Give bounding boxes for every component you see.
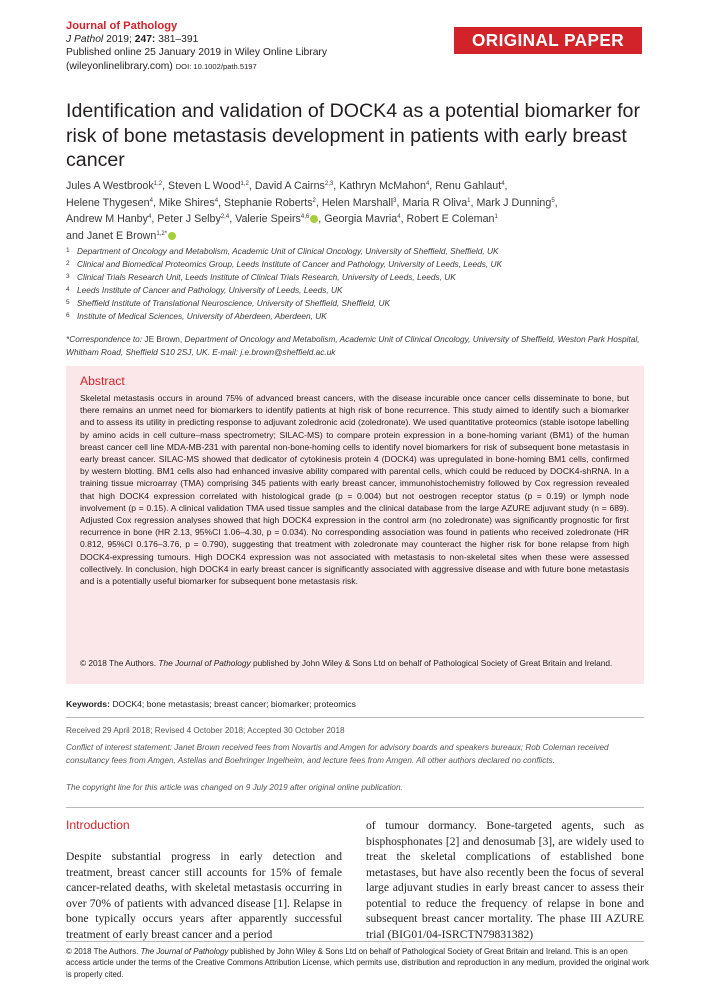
license-footer — [66, 946, 651, 980]
abstract-copyright — [80, 657, 629, 669]
citation-journal: J Pathol — [66, 34, 104, 46]
journal-citation — [66, 33, 386, 46]
author-affil-sup: 4 — [214, 197, 219, 204]
author-affil-sup: 1 — [467, 197, 471, 204]
affiliation-item — [66, 245, 656, 258]
author-affil-sup: 2 — [312, 197, 316, 204]
author-name[interactable]: Helene Thygesen — [66, 196, 150, 209]
affiliation-list — [66, 245, 656, 322]
footer-journal: The Journal of Pathology — [140, 947, 229, 956]
author-affil-sup-text: 1,2 — [156, 230, 165, 237]
affiliation-number: 3 — [66, 272, 70, 280]
author-name[interactable]: Kathryn McMahon — [339, 180, 426, 192]
author-name[interactable]: Valerie Speirs — [235, 213, 301, 226]
citation-volume: 247: — [134, 34, 156, 46]
affiliation-number: 5 — [66, 298, 70, 306]
introduction-left-column: Despite substantial progress in early detection and treatment, breast cancer still accounts for 15% of female cancer-related deaths, with skeletal metastasis occurring in over 70% of patients with advanced disease [1]. Relapse in bone typically occurs years after apparently successful treatment of early breast cancer and a period — [66, 850, 342, 941]
footer-copyright-pre: © 2018 The Authors. — [66, 947, 139, 956]
article-type-badge: ORIGINAL PAPER — [454, 27, 642, 54]
author-affil-sup: 4 — [501, 181, 505, 187]
author-affil-sup: 2,4 — [220, 214, 230, 221]
author-name[interactable]: Georgia Mavria — [324, 213, 398, 226]
author-affil-sup: 2,3 — [324, 181, 334, 187]
author-name[interactable]: Renu Gahlaut — [435, 180, 502, 192]
received-dates: Received 29 April 2018; Revised 4 October 2018; Accepted 30 October 2018 — [66, 726, 345, 735]
author-name[interactable]: Steven L Wood — [168, 180, 241, 192]
correspondence-address: Department of Oncology and Metabolism, Academic Unit of Clinical Oncology, University of Sheffield, Weston Park Hospital, Whitham Road, Sheffield S10 2SJ, UK. E-mail: — [66, 334, 640, 358]
abstract-heading: Abstract — [80, 374, 125, 388]
orcid-icon[interactable] — [168, 232, 176, 240]
affiliation-text: Sheffield Institute of Translational Neuroscience, University of Sheffield, Sheffield, UK — [77, 297, 390, 308]
author-name[interactable]: Maria R Oliva — [402, 196, 468, 209]
author-name[interactable]: Jules A Westbrook — [66, 180, 154, 192]
footer-license-text: published by John Wiley & Sons Ltd on behalf of Pathological Society of Great Britain and Ireland. This is an open access article under the terms of the Creative Commons Attribution License, which permits use, distribution and reproduction in any medium, provided the original work is properly cited. — [66, 947, 649, 979]
keywords-label: Keywords: — [66, 699, 110, 709]
author-name[interactable]: Stephanie Roberts — [224, 196, 313, 209]
author-name[interactable]: Mike Shires — [158, 196, 215, 209]
author-affil-sup: 4,6 — [300, 214, 310, 221]
author-name[interactable]: Janet E Brown — [86, 229, 157, 242]
affiliation-text: Department of Oncology and Metabolism, Academic Unit of Clinical Oncology, University of Sheffield, Sheffield, UK — [77, 246, 499, 256]
introduction-right-column: of tumour dormancy. Bone-targeted agents, such as bisphosphonates [2] and denosumab [3], are widely used to treat the skeletal complications of established bone metastases, but have also recently been the focus of several large adjuvant studies in early breast cancer to assess their potential to reduce the frequency of relapse in bone and subsequent breast cancer mortality. The phase III AZURE trial (BIG01/04-ISRCTN79831382) — [366, 819, 644, 941]
author-affil-sup: 4 — [425, 181, 430, 187]
affiliation-text: Institute of Medical Sciences, University of Aberdeen, Aberdeen, UK — [77, 310, 327, 321]
affiliation-item — [66, 284, 656, 297]
doi[interactable]: DOI: 10.1002/path.5197 — [175, 61, 257, 71]
author-line-3: Andrew M Hanby$^4$, Peter J Selby$^{2,4}$, Valerie Speirs$^{4,6}$ , Georgia Mavria$^4$, Robert E Coleman$^1$ — [66, 213, 498, 226]
author-affil-sup: 4 — [149, 197, 153, 204]
author-line-1: Jules A Westbrook$^{1,2}$, Steven L Wood$^{1,2}$, David A Cairns$^{2,3}$, Kathryn McMahon$^4$, Renu Gahlaut$^4$, — [66, 180, 508, 192]
conflict-statement: Conflict of interest statement: Janet Brown received fees from Novartis and Amgen for advisory boards and speakers bureaux; Rob Coleman received consultancy fees from Amgen, Astellas and Boehringer Ingelheim, and lecture fees from Amgen. All other authors declared no conflicts. — [66, 743, 609, 765]
author-affil-sup: 4 — [397, 214, 401, 221]
correspondence — [66, 333, 656, 360]
author-affil-sup: 1,2* — [156, 230, 168, 237]
site-line — [66, 60, 386, 73]
affiliation-number: 4 — [66, 285, 70, 293]
keywords — [66, 699, 644, 709]
abstract-copyright-pre: © 2018 The Authors. — [80, 658, 157, 668]
affiliation-number: 2 — [66, 259, 70, 267]
correspondence-email[interactable]: j.e.brown@sheffield.ac.uk — [240, 347, 336, 358]
citation-year: 2019; — [106, 34, 132, 46]
divider — [66, 717, 644, 718]
affiliation-text: Leeds Institute of Cancer and Pathology, University of Leeds, Leeds, UK — [77, 284, 343, 295]
affiliation-item — [66, 258, 656, 271]
orcid-icon[interactable] — [310, 215, 318, 223]
affiliation-item — [66, 297, 656, 310]
author-line-2: Helene Thygesen$^4$, Mike Shires$^4$, Stephanie Roberts$^2$, Helen Marshall$^3$, Maria R Oliva$^1$, Mark J Dunning$^5$, — [66, 196, 558, 209]
author-name[interactable]: Robert E Coleman — [406, 213, 495, 226]
affiliation-number: 1 — [66, 247, 70, 254]
keywords-text: DOCK4; bone metastasis; breast cancer; biomarker; proteomics — [112, 699, 356, 709]
journal-name: Journal of Pathology — [66, 20, 178, 32]
site-link[interactable]: (wileyonlinelibrary.com) — [66, 60, 173, 72]
author-name[interactable]: Mark J Dunning — [476, 196, 552, 209]
correspondence-name: JE Brown, — [144, 334, 183, 344]
affiliation-item — [66, 310, 656, 323]
author-affil-sup: 1 — [494, 214, 498, 221]
introduction-heading: Introduction — [66, 818, 130, 832]
author-affil-sup: 3 — [393, 197, 397, 204]
author-line-4 — [66, 227, 656, 244]
author-list — [66, 177, 656, 243]
author-affil-sup: 1,2 — [153, 181, 163, 187]
author-name[interactable]: David A Cairns — [254, 180, 325, 192]
abstract-copyright-post: published by John Wiley & Sons Ltd on behalf of Pathological Society of Great Britain and Ireland. — [252, 658, 613, 668]
affiliation-item — [66, 271, 656, 284]
citation-pages: 381–391 — [158, 34, 199, 46]
author-affil-sup: 1,2 — [240, 181, 249, 187]
footer-divider — [66, 941, 644, 942]
article-title: Identification and validation of DOCK4 as a potential biomarker for risk of bone metastasis development in patients with early breast cancer — [66, 100, 640, 171]
affiliation-number: 6 — [66, 311, 70, 319]
author-conjunction: and — [66, 229, 84, 242]
affiliation-text: Clinical Trials Research Unit, Leeds Institute of Clinical Trials Research, University of Leeds, Leeds, UK — [77, 271, 456, 282]
divider — [66, 807, 644, 808]
affiliation-text: Clinical and Biomedical Proteomics Group, Leeds Institute of Cancer and Pathology, University of Leeds, Leeds, UK — [77, 258, 503, 269]
author-name[interactable]: Andrew M Hanby — [66, 213, 148, 226]
author-name[interactable]: Peter J Selby — [157, 213, 221, 226]
journal-header — [66, 20, 386, 73]
copyright-change-note: The copyright line for this article was changed on 9 July 2019 after original online publication. — [66, 783, 403, 792]
author-affil-sup: 5 — [551, 197, 555, 204]
published-online: Published online 25 January 2019 in Wiley Online Library — [66, 47, 328, 59]
abstract-copyright-journal: The Journal of Pathology — [158, 658, 251, 668]
author-affil-sup: 4 — [147, 214, 152, 221]
author-name[interactable]: Helen Marshall — [321, 196, 394, 209]
correspondence-label: *Correspondence to: — [66, 334, 143, 344]
abstract-body: Skeletal metastasis occurs in around 75% of advanced breast cancers, with the disease incurable once cancer cells disseminate to bone, but there remains an unmet need for biomarkers to identify patients at high risk of bone recurrence. This study aimed to identify such a biomarker and to assess its utility in predicting response to adjuvant zoledronic acid (zoledronate). We used quantitative proteomics (stable isotope labelling by amino acids in cell culture–mass spectrometry; SILAC-MS) to compare protein expression in a bone-homing variant (BM1) of the human breast cancer cell line MDA-MB-231 with parental non-bone-homing cells to identify novel biomarkers for risk of subsequent bone metastasis in early breast cancer. SILAC-MS showed that dedicator of cytokinesis protein 4 (DOCK4) was upregulated in bone-homing BM1 cells, confirmed by western blotting. BM1 cells also had enhanced invasive ability compared with parental cells, which could be reduced by DOCK4-shRNA. In a training tissue microarray (TMA) comprising 345 patients with early breast cancer, immunohistochemistry followed by Cox regression revealed that high DOCK4 expression correlated with histological grade (p = 0.004) but not oestrogen receptor status (p = 0.19) or lymph node involvement (p = 0.15). A clinical validation TMA used tissue samples and the clinical database from the large AZURE adjuvant study (n = 689). Adjusted Cox regression analyses showed that high DOCK4 expression in the control arm (no zoledronate) was significantly prognostic for first recurrence in bone (HR 2.13, 95%CI 1.06–4.30, p = 0.034). No corresponding association was found in patients who received zoledronate (HR 0.812, 95%CI 0.176–3.76, p = 0.790), suggesting that treatment with zoledronate may counteract the higher risk for bone relapse from high DOCK4-expressing tumours. High DOCK4 expression was not associated with metastasis to non-skeletal sites when these were assessed collectively. In conclusion, high DOCK4 in early breast cancer is significantly associated with aggressive disease and with future bone metastasis and is a potentially useful biomarker for subsequent bone metastasis risk. — [80, 393, 629, 587]
